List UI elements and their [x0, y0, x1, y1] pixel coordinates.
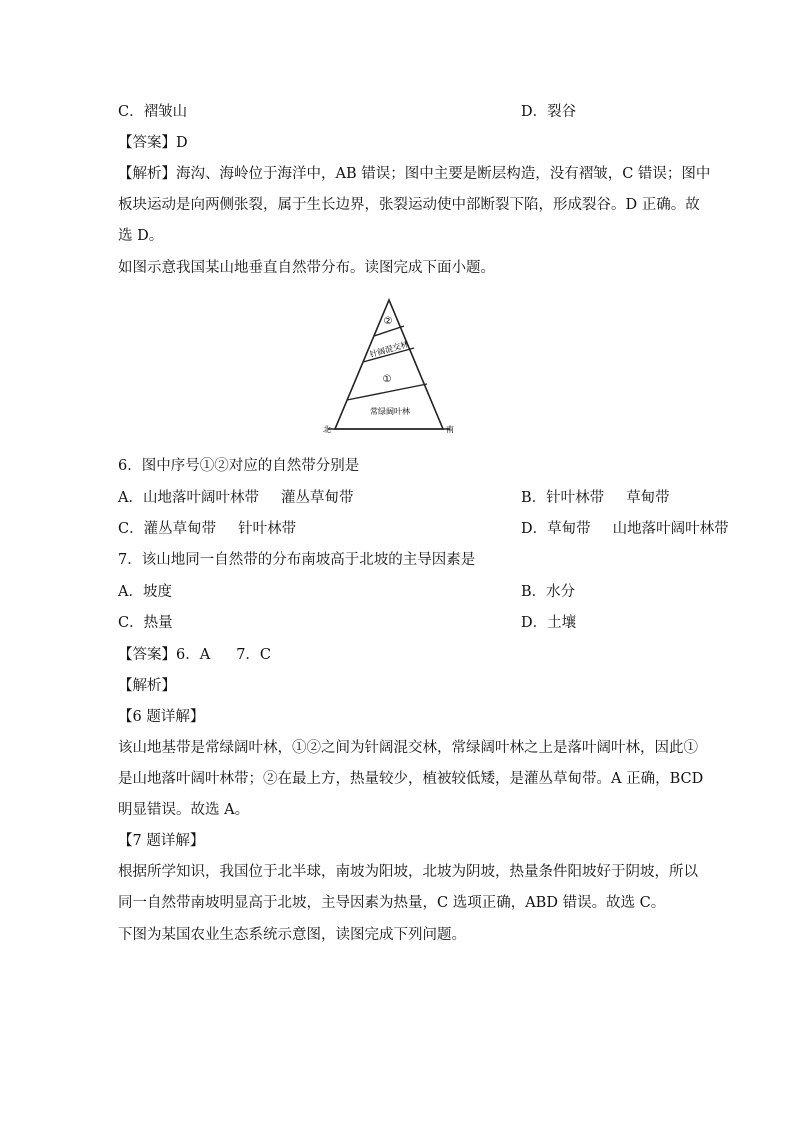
- band-one-label: ①: [382, 374, 392, 385]
- q6-option-c: C．灌丛草甸带 针叶林带: [118, 521, 297, 537]
- boundary-top: [374, 326, 404, 336]
- prev-analysis-line-3: 选 D。: [118, 228, 164, 244]
- q7-option-d: D．土壤: [521, 615, 577, 631]
- prev-analysis-line-2: 板块运动是向两侧张裂，属于生长边界，张裂运动使中部断裂下陷，形成裂谷。D 正确。故: [118, 197, 700, 213]
- prev-option-d: D．裂谷: [521, 104, 577, 120]
- answer-line: [118, 645, 271, 665]
- q7-detail-line-1: 根据所学知识，我国位于北半球，南坡为阳坡，北坡为阴坡，热量条件阳坡好于阴坡，所以: [118, 864, 698, 880]
- band-base-label: 常绿阔叶林: [370, 407, 410, 416]
- q6-stem: 6．图中序号①②对应的自然带分别是: [118, 458, 360, 474]
- answer-q6: 【答案】6．A: [118, 647, 211, 663]
- band-top-label: ②: [383, 316, 393, 327]
- north-label: 北: [323, 425, 331, 434]
- q6-option-a: A．山地落叶阔叶林带 灌丛草甸带: [118, 490, 354, 506]
- mountain-zonation-figure: [318, 296, 468, 438]
- q6-detail-line-2: 是山地落叶阔叶林带；②在最上方，热量较少，植被较低矮，是灌丛草甸带。A 正确，BCD: [118, 771, 704, 787]
- q7-option-c: C．热量: [118, 615, 173, 631]
- analysis-header: 【解析】: [118, 678, 176, 694]
- prev-analysis-line-1: 【解析】海沟、海岭位于海洋中，AB 错误；图中主要是断层构造，没有褶皱，C 错误；图中: [118, 166, 711, 182]
- q6-detail-header: 【6 题详解】: [118, 709, 205, 725]
- prev-answer: 【答案】D: [118, 135, 188, 151]
- boundary-base: [347, 384, 427, 400]
- q6-option-d: D．草甸带 山地落叶阔叶林带: [521, 521, 729, 537]
- q7-option-b: B．水分: [521, 584, 576, 600]
- prev-question-options: [118, 102, 577, 122]
- q6-option-b: B．针叶林带 草甸带: [521, 490, 670, 506]
- prev-option-c: C．褶皱山: [118, 104, 188, 120]
- band-mixed-label: 针阔混交林: [368, 339, 410, 360]
- q6-detail-line-1: 该山地基带是常绿阔叶林，①②之间为针阔混交林，常绿阔叶林之上是落叶阔叶林，因此①: [118, 740, 698, 756]
- q7-stem: 7．该山地同一自然带的分布南坡高于北坡的主导因素是: [118, 552, 476, 568]
- q7-detail-header: 【7 题详解】: [118, 833, 205, 849]
- q6-detail-line-3: 明显错误。故选 A。: [118, 802, 250, 818]
- q6-options-ab: [118, 488, 670, 508]
- answer-q7: 7．C: [236, 647, 272, 663]
- q6-options-cd: [118, 519, 729, 539]
- q7-option-a: A．坡度: [118, 584, 172, 600]
- q7-options-ab: [118, 582, 576, 602]
- next-question-intro: 下图为某国农业生态系统示意图，读图完成下列问题。: [118, 927, 466, 943]
- south-label: 南: [446, 425, 454, 434]
- q7-options-cd: [118, 613, 577, 633]
- figure-intro: 如图示意我国某山地垂直自然带分布。读图完成下面小题。: [118, 260, 495, 276]
- q7-detail-line-2: 同一自然带南坡明显高于北坡，主导因素为热量，C 选项正确，ABD 错误。故选 C。: [118, 895, 666, 911]
